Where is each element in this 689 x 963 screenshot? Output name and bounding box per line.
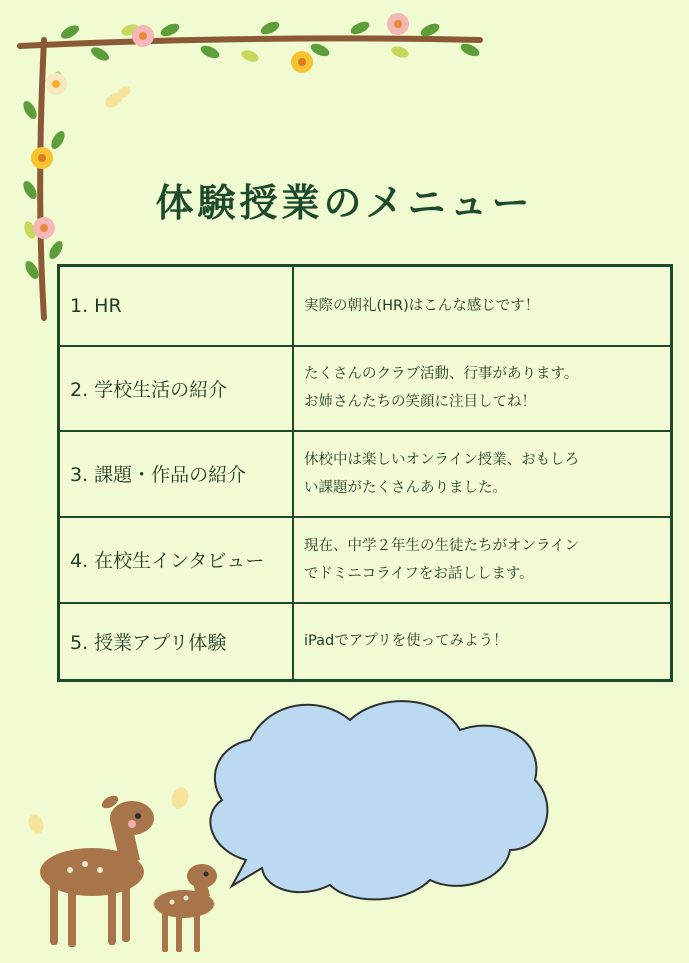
description-line: たくさんのクラブ活動、行事があります。 <box>304 366 579 382</box>
description-line: iPadでアプリを使ってみよう！ <box>304 633 508 650</box>
menu-item-description <box>293 346 672 431</box>
table-row <box>59 431 672 517</box>
menu-item-description <box>293 266 672 346</box>
description-line: 現在、中学２年生の生徒たちがオンライン <box>304 537 580 554</box>
table-row <box>59 603 672 681</box>
menu-item-label: 5. 授業アプリ体験 <box>59 603 294 681</box>
butterfly-icon <box>102 84 132 111</box>
menu-item-label: 3. 課題・作品の紹介 <box>59 431 294 517</box>
description-line: 実際の朝礼(HR)はこんな感じです！ <box>304 297 540 314</box>
menu-item-description <box>293 603 672 681</box>
description-line: でドミニコライフをお話しします。 <box>304 565 534 582</box>
table-row <box>59 517 672 603</box>
menu-item-label: 2. 学校生活の紹介 <box>59 346 294 431</box>
description-line: い課題がたくさんありました。 <box>304 479 507 496</box>
butterfly-icon <box>169 785 192 811</box>
description-line: 休校中は楽しいオンライン授業、おもしろ <box>304 451 580 468</box>
menu-item-description <box>293 431 672 517</box>
table-row <box>59 266 672 346</box>
menu-item-label: 1. HR <box>59 266 294 346</box>
description-line: お姉さんたちの笑顔に注目してね！ <box>304 394 536 410</box>
menu-item-description <box>293 517 672 603</box>
butterfly-icon <box>26 812 46 836</box>
menu-table <box>57 264 673 682</box>
deer-illustration <box>0 780 260 963</box>
page-title: 体験授業のメニュー <box>155 181 534 225</box>
table-row <box>59 346 672 431</box>
menu-item-label: 4. 在校生インタビュー <box>59 517 294 603</box>
